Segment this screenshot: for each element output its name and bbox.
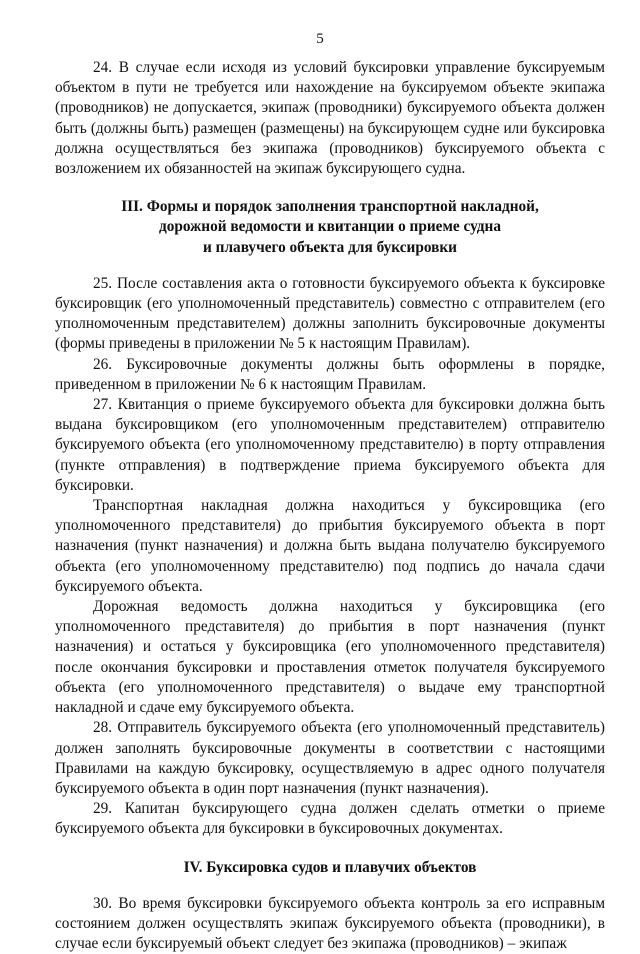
heading-line: дорожной ведомости и квитанции о приеме судна — [159, 218, 501, 236]
paragraph-25: 25. После составления акта о готовности буксируемого объекта к буксировке буксировщик (его уполномоченный представитель) совместно с отправителем (его уполномоченным представителем) должны заполнить буксировочные документы (формы приведены в приложении № 5 к настоящим Правилам). — [55, 274, 605, 353]
section-heading-4 — [55, 858, 605, 878]
paragraph-28: 28. Отправитель буксируемого объекта (его уполномоченный представитель) должен заполнять буксировочные документы в соответствии с настоящими Правилами на каждую буксировку, осуществляемую в адрес одного получателя буксируемого объекта в один порт назначения (пункт назначения). — [55, 719, 605, 797]
paragraph-29: 29. Капитан буксирующего судна должен сделать отметки о приеме буксируемого объекта для буксировки в буксировочных документах. — [55, 800, 605, 838]
paragraph-30: 30. Во время буксировки буксируемого объекта контроль за его исправным состоянием должен осуществлять экипаж буксируемого объекта (проводники), в случае если буксируемый объект следует без экипажа (проводников) – экипаж — [55, 894, 605, 953]
heading-line: III. Формы и порядок заполнения транспортной накладной, — [121, 198, 539, 216]
paragraph-waybill: Транспортная накладная должна находиться у буксировщика (его уполномоченного представителя) до прибытия буксируемого объекта в порт назначения (пункт назначения) и должна быть выдана получателю буксируемого объекта (его уполномоченному представителю) под подпись до начала сдачи буксируемого объекта. — [55, 497, 605, 595]
section-heading-3 — [55, 197, 605, 258]
heading-line: и плавучего объекта для буксировки — [203, 238, 457, 256]
page-number: 5 — [316, 31, 324, 47]
paragraph-26: 26. Буксировочные документы должны быть оформлены в порядке, приведенном в приложении № 6 к настоящим Правилам. — [55, 355, 605, 393]
paragraph-road-statement: Дорожная ведомость должна находиться у буксировщика (его уполномоченного представителя) до прибытия в порт назначения (пункт назначения) и остаться у буксировщика (его уполномоченного представителя) после окончания буксировки и проставления отметок получателя буксируемого объекта (его уполномоченного представителя) о выдаче ему транспортной накладной и сдаче ему буксируемого объекта. — [55, 598, 605, 717]
document-body — [55, 58, 605, 954]
paragraph-27: 27. Квитанция о приеме буксируемого объекта для буксировки должна быть выдана буксировщиком (его уполномоченным представителем) отправителю буксируемого объекта (его уполномоченному представителю) в порту отправления (пункте отправления) в подтверждение приема буксируемого объекта для буксировки. — [55, 396, 605, 494]
paragraph-24: 24. В случае если исходя из условий буксировки управление буксируемым объектом в пути не требуется или нахождение на буксируемом объекте экипажа (проводников) не допускается, экипаж (проводники) буксируемого объекта должен быть (должны быть) размещен (размещены) на буксирующем судне или буксировка должна осуществляться без экипажа (проводников) буксируемого объекта с возложением их обязанностей на экипаж буксирующего судна. — [55, 59, 605, 178]
heading-line: IV. Буксировка судов и плавучих объектов — [183, 858, 477, 876]
